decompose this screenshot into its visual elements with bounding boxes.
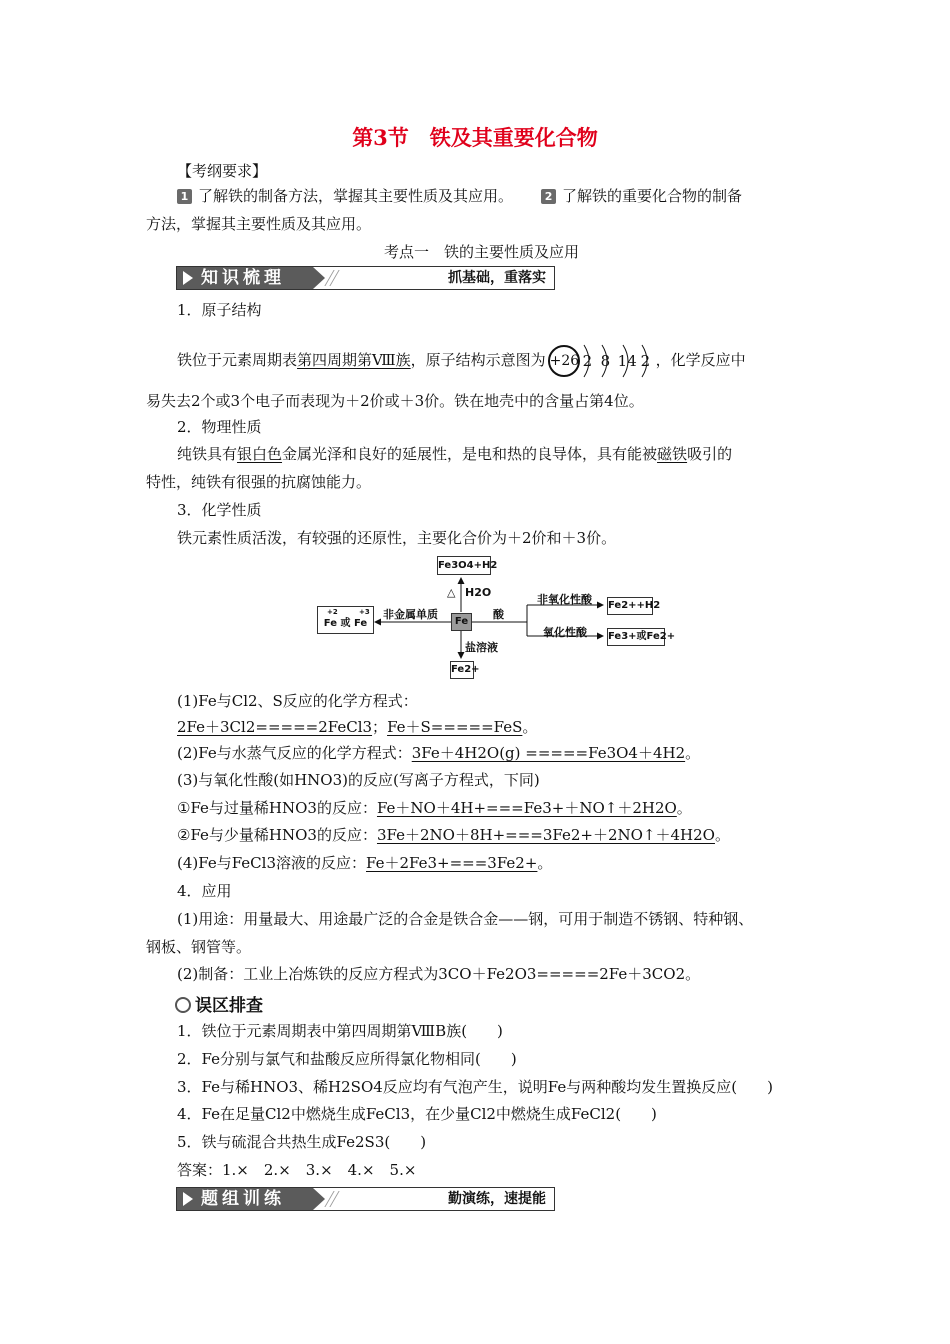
atomic-structure-line xyxy=(177,340,746,381)
physical-line-2: 特性，纯铁有很强的抗腐蚀能力。 xyxy=(146,473,372,491)
heat-symbol: △ xyxy=(447,586,456,599)
product-fe3o4-box: Fe3O4+H2 xyxy=(437,556,491,575)
text: ，原子结构示意图为 xyxy=(410,351,546,369)
banner-label: 题组训练 xyxy=(201,1189,285,1209)
check-item-5: 5．铁与硫混合共热生成Fe2S3( ) xyxy=(177,1133,427,1151)
excess-hno3-equation: Fe＋NO＋4H+===Fe3+＋NO↑＋2H2O xyxy=(376,799,677,817)
text: ②Fe与少量稀HNO3的反应： xyxy=(177,826,377,844)
check-item-3: 3．Fe与稀HNO3、稀H2SO4反应均有气泡产生，说明Fe与两种酸均发生置换反应( ) xyxy=(177,1078,773,1096)
text: 金属光泽和良好的延展性，是电和热的良导体，具有能被 xyxy=(282,445,658,463)
fe-center-box: Fe xyxy=(451,613,472,631)
knowledge-banner xyxy=(176,266,555,290)
magnifier-icon xyxy=(175,997,191,1013)
shell-2: 8 xyxy=(600,352,611,370)
text: 误区排查 xyxy=(195,996,263,1016)
answer-key: 答案：1.× 2.× 3.× 4.× 5.× xyxy=(177,1161,417,1179)
physical-line-1 xyxy=(177,443,732,464)
shell-3: 14 xyxy=(617,352,637,370)
section-point-title: 考点一 铁的主要性质及应用 xyxy=(384,243,580,261)
reaction-2 xyxy=(177,742,700,763)
text: 。 xyxy=(685,744,701,762)
requirement-line-1 xyxy=(177,185,742,206)
valence-text: 易失去2个或3个电子而表现为＋2价或＋3价。铁在地壳中的含量占第4位。 xyxy=(146,392,644,410)
number-badge-2: 2 xyxy=(541,189,556,204)
application-use-1: (1)用途：用量最大、用途最广泛的合金是铁合金——钢，可用于制造不锈钢、特种钢、 xyxy=(177,910,754,928)
nucleus-charge: +26 xyxy=(549,353,580,369)
text: ； xyxy=(372,718,388,736)
product-fe3-box: Fe3+或Fe2+ xyxy=(607,628,665,646)
banner-divider xyxy=(324,1191,339,1207)
valence-plus3: +3 xyxy=(359,608,370,616)
text: ，化学反应中 xyxy=(655,351,746,369)
oxidizing-acid-label: 氧化性酸 xyxy=(543,626,587,639)
page-title: 第3节 铁及其重要化合物 xyxy=(352,125,598,150)
check-item-2: 2．Fe分别与氯气和盐酸反应所得氯化物相同( ) xyxy=(177,1050,517,1068)
reaction-3a xyxy=(177,797,692,818)
requirement-item-2a: 了解铁的重要化合物的制备 xyxy=(562,187,743,205)
product-fe2-h2-box: Fe2++H2 xyxy=(607,597,653,615)
text: (2)Fe与水蒸气反应的化学方程式： xyxy=(177,744,412,762)
misconception-heading xyxy=(175,991,263,1016)
water-label: H2O xyxy=(465,586,492,599)
requirements-header: 【考纲要求】 xyxy=(177,162,268,180)
text: 。 xyxy=(676,799,692,817)
requirement-item-2b: 方法，掌握其主要性质及其应用。 xyxy=(146,215,372,233)
text: 纯铁具有 xyxy=(177,445,238,463)
limited-hno3-equation: 3Fe＋2NO＋8H+===3Fe2+＋2NO↑＋4H2O xyxy=(376,826,715,844)
reaction-3-prompt: (3)与氧化性酸(如HNO3)的反应(写离子方程式，下同) xyxy=(177,771,540,789)
fe-or-fe-label: Fe 或 Fe xyxy=(323,618,368,629)
magnet-answer: 磁铁 xyxy=(657,445,688,463)
fe-cl2-equation: 2Fe＋3Cl2=====2FeCl3 xyxy=(177,718,373,736)
heading-application: 4．应用 xyxy=(177,882,232,900)
text: 。 xyxy=(522,718,538,736)
number-badge-1: 1 xyxy=(177,189,192,204)
text: 铁位于元素周期表 xyxy=(177,351,298,369)
chemical-intro: 铁元素性质活泼，有较强的还原性，主要化合价为＋2价和＋3价。 xyxy=(177,529,617,547)
play-arrow-icon xyxy=(183,271,193,285)
text: (4)Fe与FeCl3溶液的反应： xyxy=(177,854,366,872)
practice-banner xyxy=(176,1187,555,1211)
banner-label: 知识梳理 xyxy=(201,268,285,288)
application-use-2: 钢板、钢管等。 xyxy=(146,938,252,956)
banner-divider xyxy=(324,270,339,286)
play-arrow-icon xyxy=(183,1192,193,1206)
text: ①Fe与过量稀HNO3的反应： xyxy=(177,799,377,817)
heading-chemical: 3．化学性质 xyxy=(177,501,262,519)
salt-solution-label: 盐溶液 xyxy=(465,641,498,654)
text: 吸引的 xyxy=(687,445,733,463)
nonmetal-label: 非金属单质 xyxy=(383,608,438,621)
fe-valence-box xyxy=(317,606,374,634)
heading-physical: 2．物理性质 xyxy=(177,418,262,436)
requirement-item-1: 了解铁的制备方法，掌握其主要性质及其应用。 xyxy=(198,187,514,205)
acid-label: 酸 xyxy=(493,608,504,621)
fe-steam-equation: 3Fe＋4H2O(g) =====Fe3O4＋4H2 xyxy=(411,744,686,762)
product-fe2-box: Fe2+ xyxy=(450,661,474,679)
shell-4: 2 xyxy=(640,352,651,370)
reaction-1-prompt: (1)Fe与Cl2、S反应的化学方程式： xyxy=(177,692,418,710)
application-production: (2)制备：工业上冶炼铁的反应方程式为3CO＋Fe2O3=====2Fe＋3CO2。 xyxy=(177,965,701,983)
period-group-answer: 第四周期第Ⅷ族 xyxy=(297,351,411,369)
reaction-3b xyxy=(177,824,730,845)
reaction-1-answer xyxy=(177,716,537,737)
fecl3-equation: Fe＋2Fe3+===3Fe2+ xyxy=(366,854,538,872)
valence-plus2: +2 xyxy=(327,608,338,616)
text: 。 xyxy=(714,826,730,844)
check-item-4: 4．Fe在足量Cl2中燃烧生成FeCl3，在少量Cl2中燃烧生成FeCl2( ) xyxy=(177,1105,657,1123)
iron-reaction-diagram xyxy=(313,556,676,682)
text: 。 xyxy=(537,854,553,872)
reaction-4 xyxy=(177,852,552,873)
fe-s-equation: Fe＋S=====FeS xyxy=(387,718,523,736)
nonoxidizing-acid-label: 非氧化性酸 xyxy=(537,593,592,606)
banner-slogan: 勤演练，速提能 xyxy=(448,1191,546,1207)
atom-diagram xyxy=(546,341,656,381)
shell-1: 2 xyxy=(582,352,593,370)
check-item-1: 1．铁位于元素周期表中第四周期第ⅧB族( ) xyxy=(177,1022,503,1040)
heading-atomic-structure: 1．原子结构 xyxy=(177,301,262,319)
banner-slogan: 抓基础，重落实 xyxy=(448,270,546,286)
silver-white-answer: 银白色 xyxy=(237,445,283,463)
